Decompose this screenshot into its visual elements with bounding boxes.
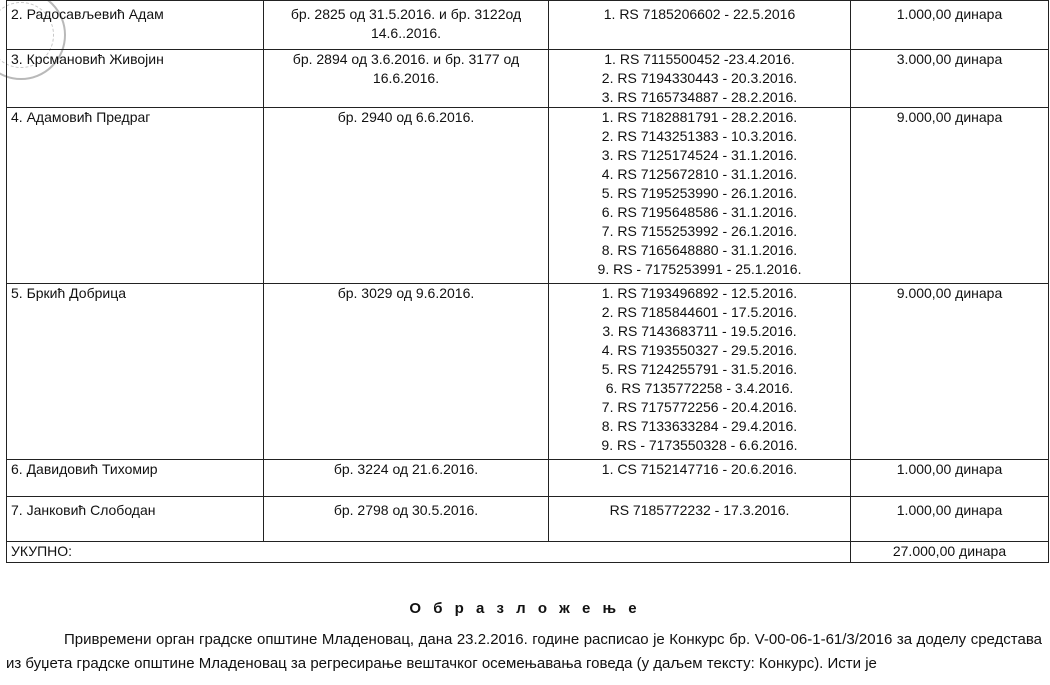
body-paragraph bbox=[6, 628, 1042, 676]
decision-number: бр. 3029 од 9.6.2016. bbox=[264, 284, 549, 460]
invoice-line: 1. RS 7185206602 - 22.5.2016 bbox=[603, 6, 796, 22]
invoice-line: 8. RS 7133633284 - 29.4.2016. bbox=[601, 418, 798, 434]
invoice-line: 6. RS 7135772258 - 3.4.2016. bbox=[605, 380, 794, 396]
invoice-line: 3. RS 7143683711 - 19.5.2016. bbox=[602, 323, 797, 339]
invoice-line: 5. RS 7124255791 - 31.5.2016. bbox=[601, 361, 798, 377]
invoice-line: 1. RS 7182881791 - 28.2.2016. bbox=[601, 109, 798, 125]
invoice-line: 2. RS 7185844601 - 17.5.2016. bbox=[601, 304, 798, 320]
invoice-line: 1. RS 7193496892 - 12.5.2016. bbox=[601, 285, 798, 301]
invoice-line: 9. RS - 7175253991 - 25.1.2016. bbox=[597, 261, 802, 277]
invoice-line: 5. RS 7195253990 - 26.1.2016. bbox=[601, 185, 798, 201]
invoice-line: 4. RS 7193550327 - 29.5.2016. bbox=[601, 342, 798, 358]
invoice-line: 4. RS 7125672810 - 31.1.2016. bbox=[601, 166, 798, 182]
total-row bbox=[7, 542, 1049, 563]
recipient-name: 7. Јанковић Слободан bbox=[7, 497, 264, 542]
invoice-line: 8. RS 7165648880 - 31.1.2016. bbox=[601, 242, 798, 258]
decision-number: бр. 2940 од 6.6.2016. bbox=[264, 108, 549, 284]
invoice-line: 2. RS 7143251383 - 10.3.2016. bbox=[601, 128, 798, 144]
invoice-list bbox=[549, 108, 851, 284]
table-row bbox=[7, 460, 1049, 497]
amount: 9.000,00 динара bbox=[851, 108, 1049, 284]
invoice-line: 7. RS 7155253992 - 26.1.2016. bbox=[601, 223, 798, 239]
invoice-line: 1. CS 7152147716 - 20.6.2016. bbox=[601, 461, 798, 477]
amount: 1.000,00 динара bbox=[851, 497, 1049, 542]
amount: 1.000,00 динара bbox=[851, 460, 1049, 497]
invoice-line: 1. RS 7115500452 -23.4.2016. bbox=[604, 51, 795, 67]
table-row bbox=[7, 284, 1049, 460]
invoice-list bbox=[549, 460, 851, 497]
decision-number: бр. 2825 од 31.5.2016. и бр. 3122од 14.6..2016. bbox=[264, 1, 549, 50]
decision-number: бр. 3224 од 21.6.2016. bbox=[264, 460, 549, 497]
recipient-name: 4. Адамовић Предраг bbox=[7, 108, 264, 284]
invoice-list bbox=[549, 497, 851, 542]
invoice-line: 2. RS 7194330443 - 20.3.2016. bbox=[601, 70, 798, 86]
table-row bbox=[7, 108, 1049, 284]
table-row bbox=[7, 497, 1049, 542]
table-row bbox=[7, 1, 1049, 50]
amount: 3.000,00 динара bbox=[851, 50, 1049, 108]
recipient-name: 2. Радосављевић Адам bbox=[7, 1, 264, 50]
invoice-line: 7. RS 7175772256 - 20.4.2016. bbox=[601, 399, 798, 415]
paragraph-text: Привремени орган градске општине Младеновац, дана 23.2.2016. године расписао је Конкурс бр. V-00-06-1-61/3/2016 за доделу средстава из буџета градске општине Младеновац за регресирање вештачког осемењавања говеда (у даљем тексту: Конкурс). Исти је bbox=[6, 631, 1042, 672]
invoice-list bbox=[549, 1, 851, 50]
invoice-line: 9. RS - 7173550328 - 6.6.2016. bbox=[601, 437, 798, 453]
invoice-line: 6. RS 7195648586 - 31.1.2016. bbox=[601, 204, 798, 220]
total-amount: 27.000,00 динара bbox=[851, 542, 1049, 563]
table-row bbox=[7, 50, 1049, 108]
amount: 9.000,00 динара bbox=[851, 284, 1049, 460]
recipient-name: 6. Давидовић Тихомир bbox=[7, 460, 264, 497]
invoice-list bbox=[549, 50, 851, 108]
invoice-list bbox=[549, 284, 851, 460]
invoice-line: 3. RS 7125174524 - 31.1.2016. bbox=[601, 147, 798, 163]
decision-number: бр. 2894 од 3.6.2016. и бр. 3177 од 16.6.2016. bbox=[264, 50, 549, 108]
total-label: УКУПНО: bbox=[7, 542, 851, 563]
recipient-name: 3. Крсмановић Живојин bbox=[7, 50, 264, 108]
section-heading: О б р а з л о ж е њ е bbox=[409, 600, 641, 617]
decision-number: бр. 2798 од 30.5.2016. bbox=[264, 497, 549, 542]
invoice-line: 3. RS 7165734887 - 28.2.2016. bbox=[601, 89, 798, 105]
invoice-line: RS 7185772232 - 17.3.2016. bbox=[609, 502, 790, 518]
recipient-name: 5. Бркић Добрица bbox=[7, 284, 264, 460]
amount: 1.000,00 динара bbox=[851, 1, 1049, 50]
subsidy-table bbox=[6, 0, 1049, 563]
